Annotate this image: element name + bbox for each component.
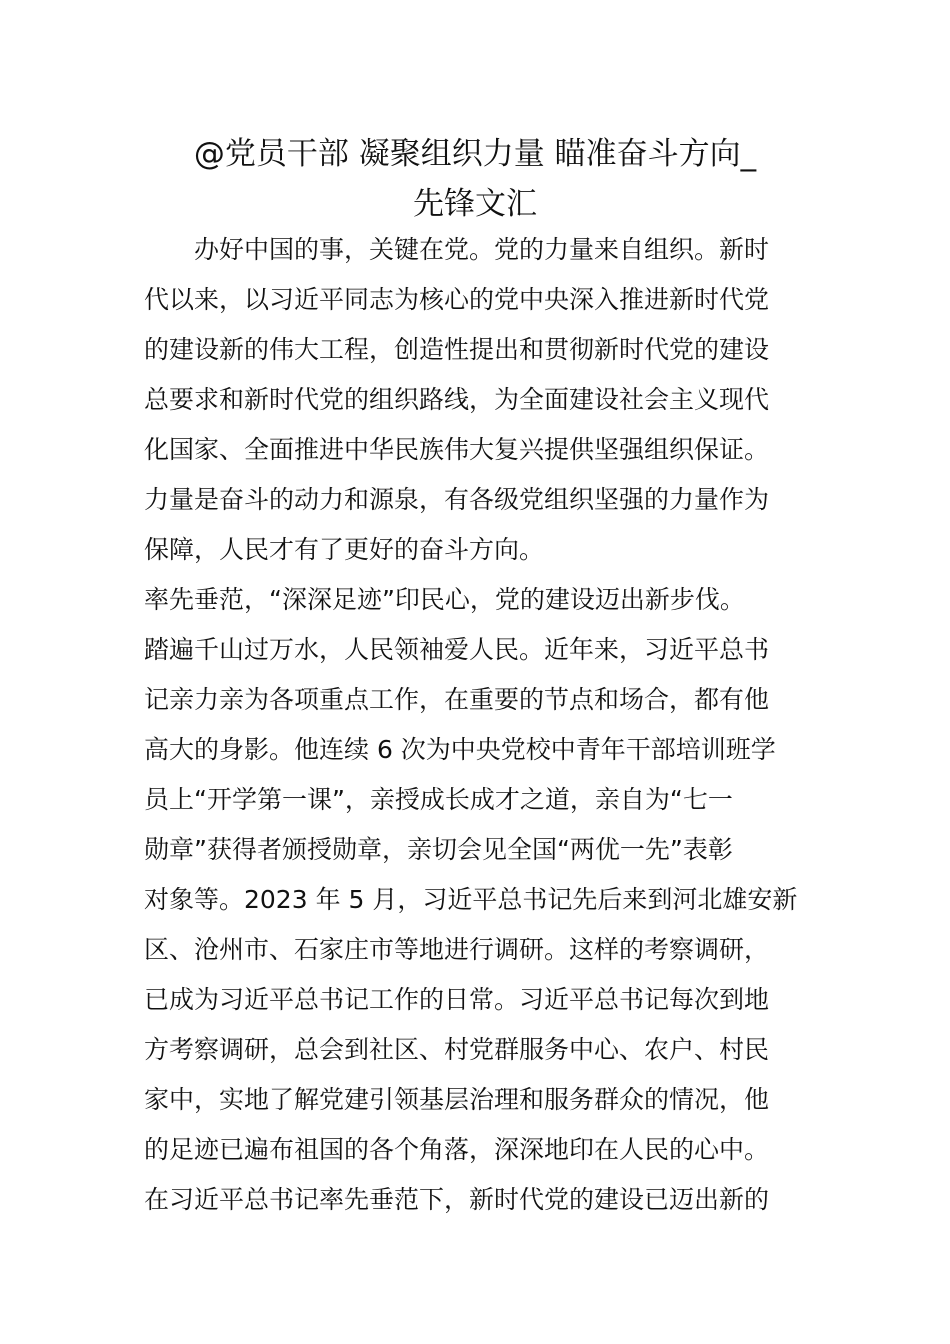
body-line: 勋章”获得者颁授勋章，亲切会见全国“两优一先”表彰: [144, 835, 733, 864]
body-line: 区、沧州市、石家庄市等地进行调研。这样的考察调研，: [144, 935, 770, 964]
body-line: 在习近平总书记率先垂范下，新时代党的建设已迈出新的: [144, 1185, 770, 1214]
body-line: 总要求和新时代党的组织路线，为全面建设社会主义现代: [144, 385, 770, 414]
document-title-line-1: @党员干部 凝聚组织力量 瞄准奋斗方向_: [193, 136, 757, 172]
body-line: 率先垂范，“深深足迹”印民心，党的建设迈出新步伐。: [144, 585, 745, 614]
body-line: 踏遍千山过万水，人民领袖爱人民。近年来，习近平总书: [144, 635, 770, 664]
body-line: 力量是奋斗的动力和源泉，有各级党组织坚强的力量作为: [144, 485, 770, 514]
body-line: 员上“开学第一课”，亲授成长成才之道，亲自为“七一: [144, 785, 733, 814]
body-line: 保障，人民才有了更好的奋斗方向。: [144, 535, 545, 564]
body-line: 高大的身影。他连续 6 次为中央党校中青年干部培训班学: [144, 735, 776, 764]
body-line: 的足迹已遍布祖国的各个角落，深深地印在人民的心中。: [144, 1135, 770, 1164]
body-line: 记亲力亲为各项重点工作，在重要的节点和场合，都有他: [144, 685, 770, 714]
body-line: 的建设新的伟大工程，创造性提出和贯彻新时代党的建设: [144, 335, 770, 364]
body-line: 对象等。2023 年 5 月，习近平总书记先后来到河北雄安新: [144, 885, 798, 914]
document-title-line-2: 先锋文汇: [413, 186, 537, 222]
body-line: 家中，实地了解党建引领基层治理和服务群众的情况，他: [144, 1085, 770, 1114]
body-line: 方考察调研，总会到社区、村党群服务中心、农户、村民: [144, 1035, 770, 1064]
body-line: 已成为习近平总书记工作的日常。习近平总书记每次到地: [144, 985, 770, 1014]
body-line: 办好中国的事，关键在党。党的力量来自组织。新时: [144, 235, 770, 264]
body-line: 代以来，以习近平同志为核心的党中央深入推进新时代党: [144, 285, 770, 314]
body-line: 化国家、全面推进中华民族伟大复兴提供坚强组织保证。: [144, 435, 770, 464]
